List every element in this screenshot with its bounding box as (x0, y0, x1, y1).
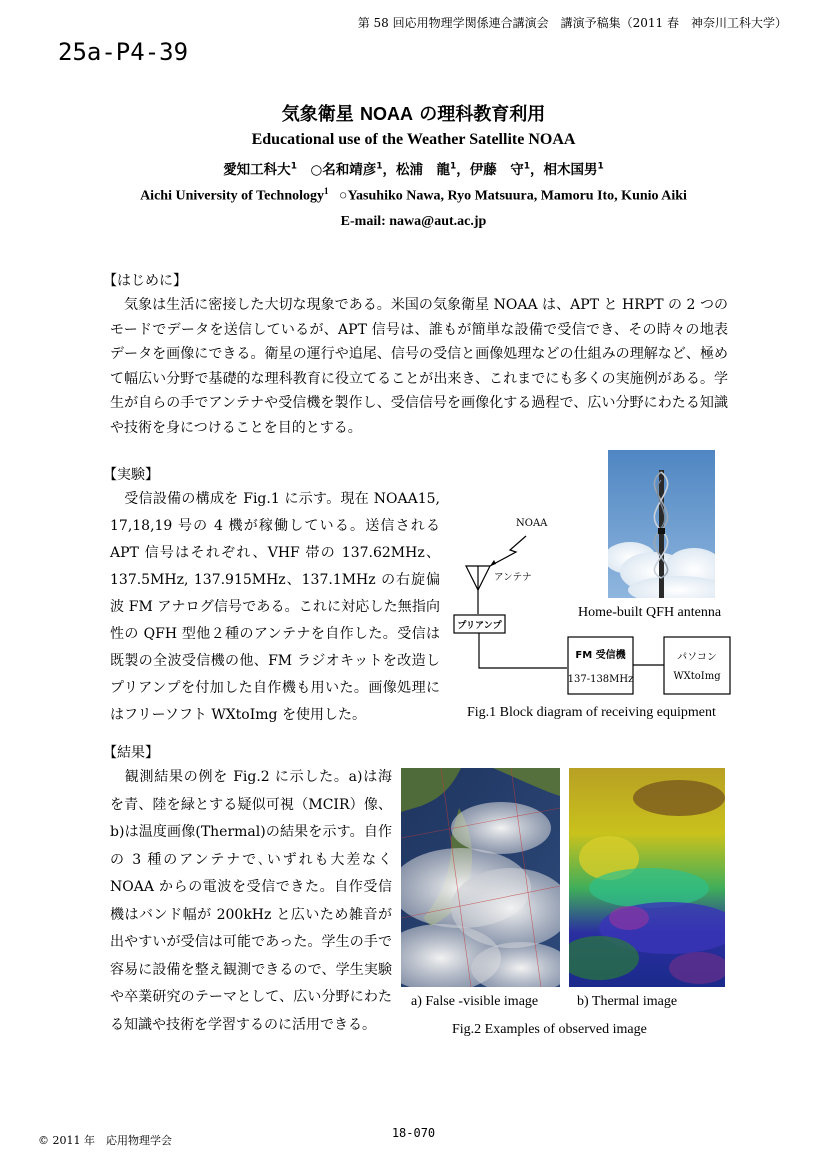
antenna-label: アンテナ (494, 572, 532, 583)
title-noaa: NOAA (360, 104, 413, 124)
experiment-paragraph: 受信設備の構成を Fig.1 に示す。現在 NOAA15, 17,18,19 号の 4 機が稼働している。送信される APT 信号はそれぞれ、VHF 帯の 137.62MHz、137.5MHz, 137.915MHz、137.1MHz の右旋偏波 FM アナログ信号である。これに対応した無指向性の QFH 型他２種のアンテナを自作した。受信は既製の全波受信機の他、FM ラジオキットを改造しプリアンプを付加した自作機も用いた。画像処理にはフリーソフト WXtoImg を使用した。 (110, 491, 440, 723)
paper-title-en: Educational use of the Weather Satellite NOAA (251, 131, 576, 148)
preamp-label: プリアンプ (457, 621, 502, 631)
authors-en (0, 186, 827, 205)
affiliation-en: Aichi University of Technology (140, 188, 325, 204)
pc-software: WXtoImg (673, 671, 721, 682)
email: E-mail: nawa@aut.ac.jp (340, 214, 487, 229)
title-prefix: 気象衛星 (281, 104, 360, 125)
affil-mark: 1 (376, 161, 383, 172)
page-number: 18-070 (391, 1126, 436, 1140)
thermal-image (569, 768, 725, 987)
intro-paragraph: 気象は生活に密接した大切な現象である。米国の気象衛星 NOAA は、APT と HRPT の 2 つのモードでデータを送信しているが、APT 信号は、誰もが簡単な設備で受信でき、その時々の地表データを画像にできる。衛星の運行や追尾、信号の受信と画像処理などの仕組みの理解など、極めて幅広い分野で基礎的な理科教育に役立てることが出来き、これまでにも多くの実施例がある。学生が自らの手でアンテナや受信機を製作し、受信信号を画像化する過程で、広い分野にわたる知識や技術を身につけることを目的とする。 (110, 297, 728, 436)
paper-title-jp (0, 100, 827, 126)
receiver-label: FM 受信機 (575, 650, 626, 661)
noaa-label: NOAA (516, 518, 548, 529)
fig1-caption: Fig.1 Block diagram of receiving equipment (467, 705, 716, 720)
author-2: 松浦 龍 (396, 162, 450, 178)
copyright: © 2011 年 応用物理学会 (38, 1134, 172, 1147)
affil-mark: 1 (523, 161, 531, 172)
results-paragraph: 観測結果の例を Fig.2 に示した。a)は海を青、陸を緑とする疑似可視（MCIR）像、b)は温度画像(Thermal)の結果を示す。自作の 3 種のアンテナで､いずれも大差なく NOAA からの電波を受信できた。自作受信機はバンド幅が 200kHz と広いため雑音が出やすいが受信は可能であった。学生の手で容易に設備を整え観測できるので、学生実験や卒業研究のテーマとして、広い分野にわたる知識や技術を学習するのに活用できる。 (110, 769, 392, 1033)
section-heading-experiment: 【実験】 (103, 467, 159, 483)
section-heading-results: 【結果】 (103, 745, 159, 761)
author-1: ○名和靖彦 (310, 162, 377, 178)
authors-jp: 愛知工科大$^1$ ○名和靖彦$^1$，松浦 龍$^1$，伊藤 守$^1$，相木国男$^1$ (223, 161, 604, 178)
author-names-en: ○Yasuhiko Nawa, Ryo Matsuura, Mamoru Ito, Kunio Aiki (339, 188, 687, 204)
affil-mark: 1 (324, 186, 329, 196)
conference-header: 第 58 回応用物理学関係連合講演会 講演予稿集（2011 春 神奈川工科大学） (357, 16, 787, 30)
affil-mark: 1 (290, 161, 297, 172)
affil-mark: 1 (597, 161, 604, 172)
false-visible-image (401, 768, 560, 987)
receiver-freq: 137-138MHz (567, 674, 634, 685)
affil-mark: 1 (450, 161, 457, 172)
author-3: 伊藤 守 (469, 162, 524, 178)
affiliation-jp: 愛知工科大 (223, 162, 291, 178)
section-heading-intro: 【はじめに】 (103, 273, 187, 289)
title-suffix: の理科教育利用 (413, 104, 546, 125)
fig2b-caption: b) Thermal image (577, 994, 678, 1009)
block-diagram (450, 510, 740, 700)
signal-bolt-icon (490, 536, 526, 566)
antenna-photo-caption: Home-built QFH antenna (578, 605, 722, 620)
fig2-caption: Fig.2 Examples of observed image (452, 1022, 647, 1037)
paper-id: 25a-P4-39 (58, 38, 189, 66)
pc-box (664, 637, 730, 694)
author-4: 相木国男 (543, 162, 598, 178)
fig2a-caption: a) False -visible image (411, 994, 539, 1009)
receiver-box (568, 637, 633, 694)
pc-label: パソコン (677, 652, 717, 663)
